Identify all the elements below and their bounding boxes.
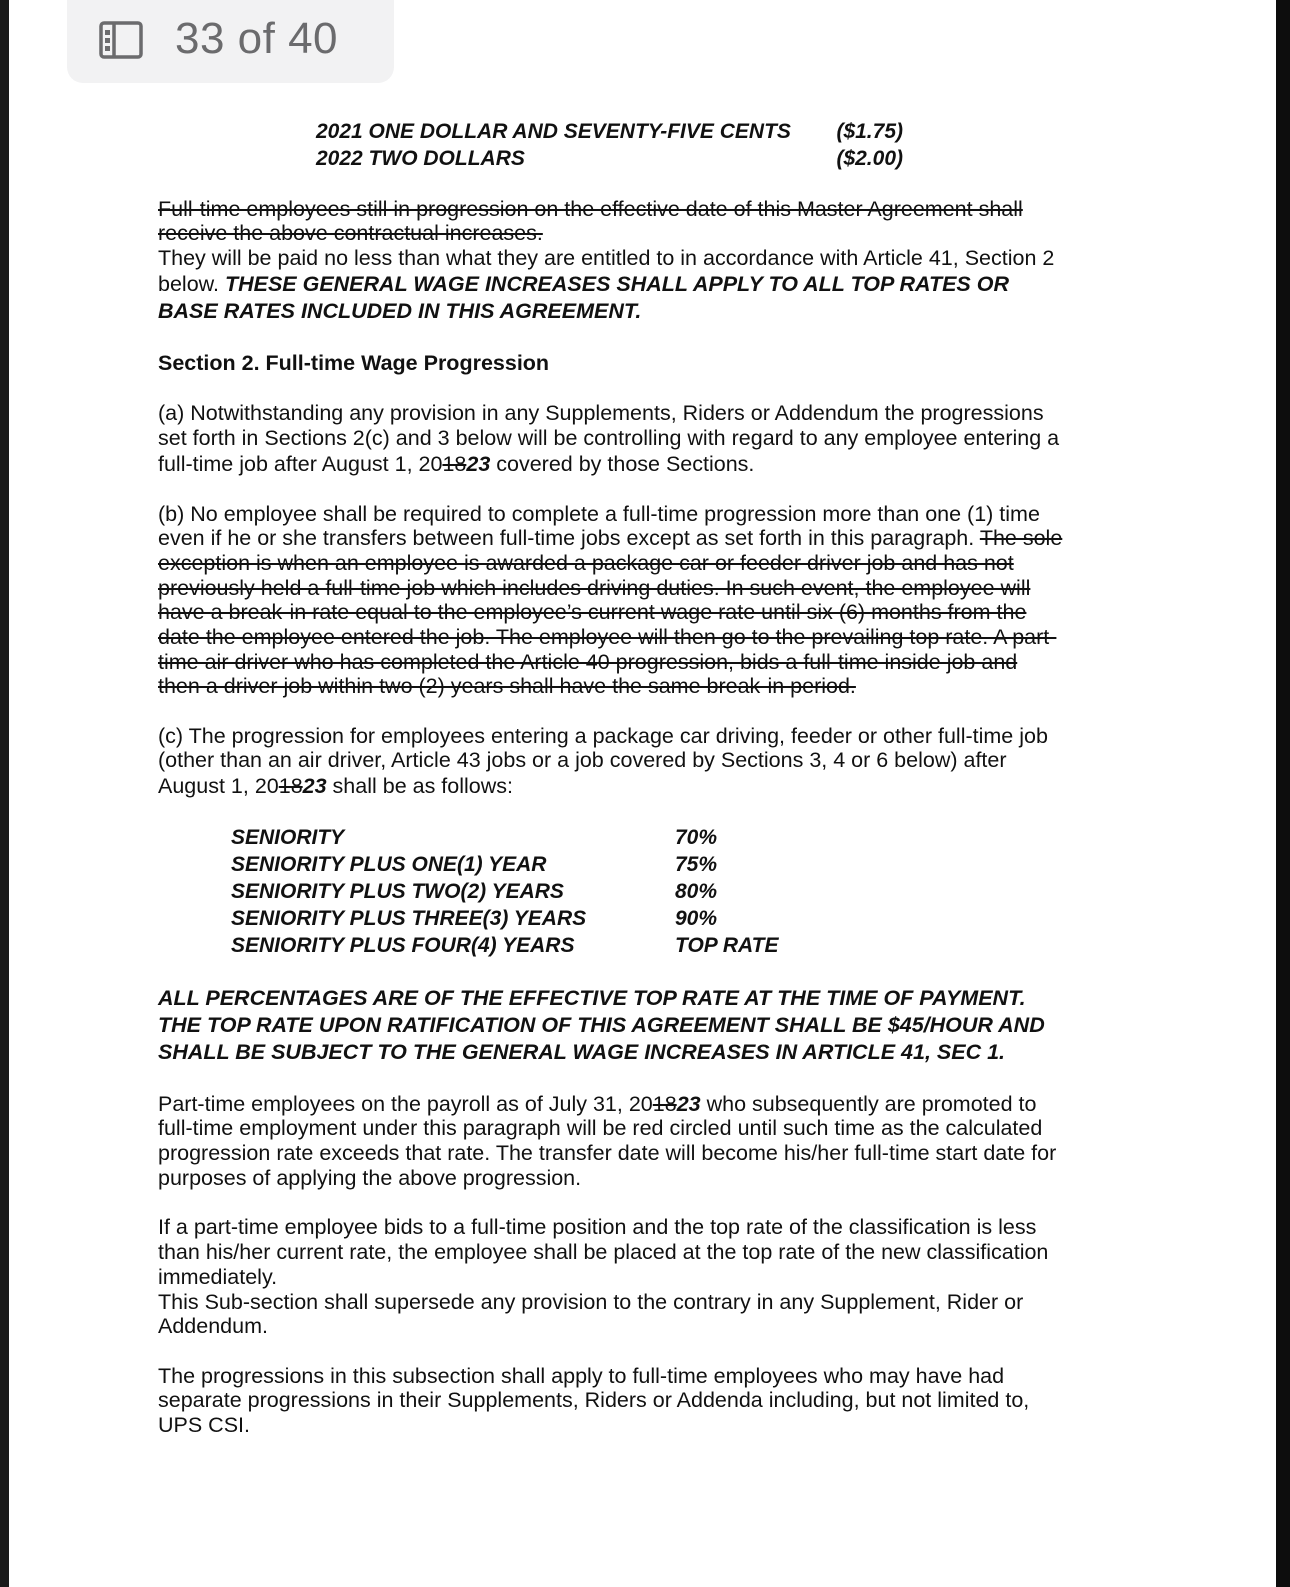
body-text: August 1, 20 (158, 774, 279, 798)
body-text: than his/her current rate, the employee shall be placed at the top rate of the new classification (158, 1240, 1049, 1264)
struck-text: Full-time employees still in progression on the effective date of this Master Agreement shall (158, 197, 1023, 221)
body-text: set forth in Sections 2(c) and 3 below will be controlling with regard to any employee entering a (158, 426, 1060, 450)
progression-step: SENIORITY PLUS ONE(1) YEAR (231, 853, 547, 876)
rate-label: 2021 ONE DOLLAR AND SEVENTY-FIVE CENTS (316, 120, 791, 143)
body-text: Part-time employees on the payroll as of July 31, 20 (158, 1092, 653, 1116)
emphasis-text: THESE GENERAL WAGE INCREASES SHALL APPLY TO ALL TOP RATES OR (224, 272, 1009, 296)
struck-text: previously held a full-time job which includes driving duties. In such event, the employee will (158, 576, 1031, 600)
body-text: They will be paid no less than what they are entitled to in accordance with Article 41, Section 2 (158, 246, 1055, 270)
body-text: If a part-time employee bids to a full-time position and the top rate of the classification is less (158, 1215, 1037, 1239)
struck-text: 18 (278, 774, 303, 798)
body-text (158, 272, 1009, 297)
inserted-text: 23 (466, 452, 491, 476)
progression-rate: 75% (675, 853, 718, 876)
page-indicator-label: 33 of 40 (175, 14, 339, 63)
progression-step: SENIORITY PLUS THREE(3) YEARS (231, 907, 587, 930)
progression-step: SENIORITY PLUS FOUR(4) YEARS (231, 934, 575, 957)
page-thumbnail-icon (99, 21, 143, 59)
body-text: shall be as follows: (326, 774, 514, 798)
body-text: This Sub-section shall supersede any provision to the contrary in any Supplement, Rider or (158, 1290, 1024, 1314)
body-text: Addendum. (158, 1314, 268, 1338)
struck-text: 18 (652, 1092, 677, 1116)
body-text: separate progressions in their Supplements, Riders or Addenda including, but not limited to, (158, 1388, 1030, 1412)
struck-text: date the employee entered the job. The employee will then go to the prevailing top rate. A part- (158, 625, 1057, 649)
body-text (158, 774, 513, 799)
window-edge (1276, 0, 1290, 1587)
emphasis-text: ALL PERCENTAGES ARE OF THE EFFECTIVE TOP RATE AT THE TIME OF PAYMENT. (158, 986, 1026, 1010)
body-text: immediately. (158, 1265, 278, 1289)
inserted-text: 23 (302, 774, 327, 798)
body-text: UPS CSI. (158, 1413, 250, 1437)
rate-value: ($1.75) (836, 120, 903, 143)
body-text (158, 526, 1062, 551)
rate-line-2021 (316, 119, 903, 145)
rate-label: 2022 TWO DOLLARS (316, 147, 525, 170)
body-text: progression rate exceeds that rate. The transfer date will become his/her full-time start date for (158, 1141, 1057, 1165)
body-text: even if he or she transfers between full-time jobs except as set forth in this paragraph. (158, 526, 980, 550)
progression-step: SENIORITY PLUS TWO(2) YEARS (231, 880, 564, 903)
body-text: full-time job after August 1, 20 (158, 452, 443, 476)
body-text: purposes of applying the above progression. (158, 1166, 582, 1190)
progression-rate: 70% (675, 826, 718, 849)
body-text (158, 1092, 1036, 1117)
emphasis-text: SHALL BE SUBJECT TO THE GENERAL WAGE INCREASES IN ARTICLE 41, SEC 1. (158, 1040, 1006, 1064)
body-text (158, 452, 754, 477)
rate-value: ($2.00) (836, 147, 903, 170)
rate-line-2022 (316, 146, 903, 172)
progression-rate: 90% (675, 907, 718, 930)
progression-rate: 80% (675, 880, 718, 903)
section-heading: Section 2. Full-time Wage Progression (158, 351, 550, 375)
body-text: below. (158, 272, 225, 296)
struck-text: receive the above contractual increases. (158, 221, 543, 245)
document-page (9, 0, 1276, 1587)
body-text: (a) Notwithstanding any provision in any Supplements, Riders or Addendum the progressions (158, 401, 1044, 425)
struck-text: exception is when an employee is awarded a package car or feeder driver job and has not (158, 551, 1014, 575)
struck-text: time air driver who has completed the Article 40 progression, bids a full-time inside job and (158, 650, 1018, 674)
progression-step: SENIORITY (231, 826, 345, 849)
body-text: The progressions in this subsection shall apply to full-time employees who may have had (158, 1364, 1005, 1388)
body-text: full-time employment under this paragraph will be red circled until such time as the calculated (158, 1116, 1043, 1140)
body-text: (c) The progression for employees entering a package car driving, feeder or other full-time job (158, 724, 1048, 748)
page-indicator[interactable] (67, 0, 394, 83)
emphasis-text: BASE RATES INCLUDED IN THIS AGREEMENT. (158, 299, 642, 323)
inserted-text: 23 (676, 1092, 701, 1116)
progression-rate: TOP RATE (675, 934, 779, 957)
body-text: covered by those Sections. (490, 452, 755, 476)
struck-text: have a break-in rate equal to the employee’s current wage rate until six (6) months from the (158, 600, 1027, 624)
struck-text: The sole (979, 526, 1063, 550)
struck-text: 18 (442, 452, 467, 476)
body-text: (other than an air driver, Article 43 jobs or a job covered by Sections 3, 4 or 6 below) after (158, 748, 1007, 772)
emphasis-text: THE TOP RATE UPON RATIFICATION OF THIS AGREEMENT SHALL BE $45/HOUR AND (158, 1013, 1045, 1037)
body-text: (b) No employee shall be required to complete a full-time progression more than one (1) time (158, 502, 1040, 526)
body-text: who subsequently are promoted to (700, 1092, 1037, 1116)
struck-text: then a driver job within two (2) years shall have the same break-in period. (158, 674, 856, 698)
